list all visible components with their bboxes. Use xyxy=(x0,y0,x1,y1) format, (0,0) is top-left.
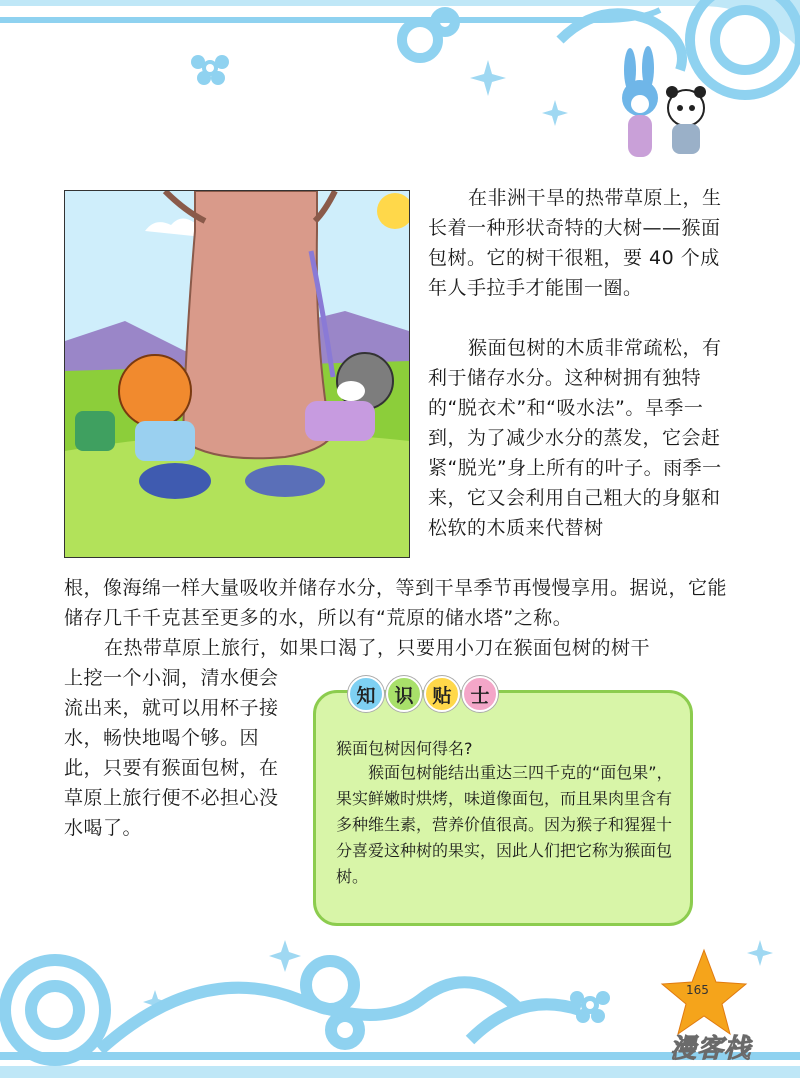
tips-title-char: 知 xyxy=(348,676,384,712)
paragraph-storage-cont: 根，像海绵一样大量吸收并储存水分，等到干旱季节再慢慢享用。据说，它能储存几千千克甚至更多的水，所以有“荒原的储水塔”之称。 xyxy=(64,577,728,629)
paragraph-travel: 在热带草原上旅行，如果口渴了，只要用小刀在猴面包树的树干 xyxy=(104,637,651,659)
tips-title-char: 士 xyxy=(462,676,498,712)
top-swirls xyxy=(402,0,800,95)
tips-title-char: 贴 xyxy=(424,676,460,712)
mascot-rabbit-icon xyxy=(622,46,658,157)
paragraph-intro: 在非洲干旱的热带草原上，生长着一种形状奇特的大树——猴面包树。它的树干很粗，要 40 个成年人手拉手才能围一圈。 xyxy=(428,187,722,299)
mascot-panda-icon xyxy=(666,86,706,154)
paragraph-travel-cont: 上挖一个小洞，清水便会流出来，就可以用杯子接水，畅快地喝个够。因此，只要有猴面包树，在草原上旅行便不必担心没水喝了。 xyxy=(64,667,279,839)
tips-body: 猴面包树能结出重达三四千克的“面包果”，果实鲜嫩时烘烤，味道像面包，而且果肉里含有多种维生素，营养价值很高。因为猴子和猩猩十分喜爱这种树的果实，因此人们把它称为猴面包树。 xyxy=(336,763,673,886)
page-number: 165 xyxy=(686,983,709,997)
watermark: 漫客栈 xyxy=(670,1034,752,1064)
tips-question: 猴面包树因何得名? xyxy=(336,739,473,758)
paragraph-storage: 猴面包树的木质非常疏松，有利于储存水分。这种树拥有独特的“脱衣术”和“吸水法”。旱季一到，为了减少水分的蒸发，它会赶紧“脱光”身上所有的叶子。雨季一来，它又会利用自己粗大的身躯和松软的木质来代替树 xyxy=(428,337,722,539)
flower-icon-top xyxy=(191,55,229,85)
tips-title-char: 识 xyxy=(386,676,422,712)
tips-title xyxy=(348,676,498,712)
baobab-illustration xyxy=(64,190,410,558)
